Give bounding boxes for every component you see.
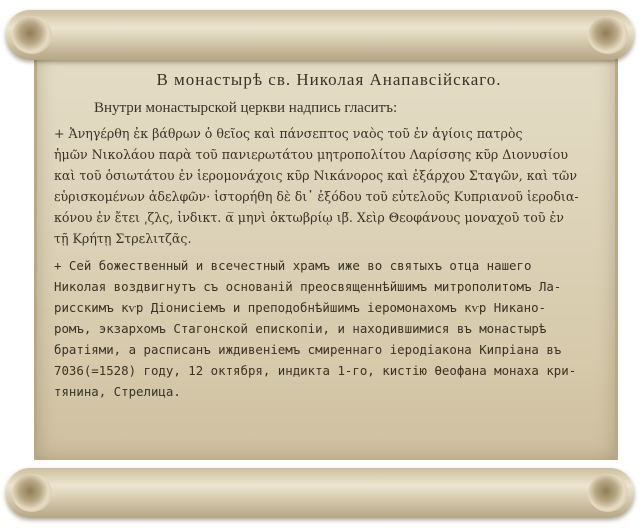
russian-line: братіями, а расписанъ иждивеніемъ смиреннаго іеродіакона Кипріана въ — [54, 342, 562, 357]
scroll-roll-end — [588, 474, 628, 512]
greek-line: καὶ τοῦ ὁσιωτάτου ἐν ἱερομονάχοις κῦρ Νικάνορος καὶ ἐξάρχου Σταγῶν, καὶ τῶν — [54, 168, 577, 183]
russian-line: рисскимъ кѵр Діонисіемъ и преподобнѣйшимъ іеромонахомъ кѵр Никано- — [54, 300, 547, 315]
russian-line: ромъ, экзархомъ Стагонской епископіи, и находившимися въ монастырѣ — [54, 321, 547, 336]
russian-line: тянина, Стрелица. — [54, 384, 181, 399]
russian-line: 7036(=1528) году, 12 октября, индикта 1-го, кистію Ѳеофана монаха кри- — [54, 363, 577, 378]
scroll-roll-end — [12, 16, 52, 54]
inscription-text — [54, 70, 594, 402]
page-title: В монастырѣ св. Николая Анапавсійскаго. — [156, 70, 502, 89]
greek-line: κόνου ἐν ἔτει ͵ζλς, ἰνδικτ. α̅ μηνὶ ὀκτωβρίῳ ιβ̅. Χεὶρ Θεοφάνους μοναχοῦ τοῦ ἐν — [54, 210, 564, 225]
greek-line: ἡμῶν Νικολάου παρὰ τοῦ πανιερωτάτου μητροπολίτου Λαρίσσης κῦρ Διονυσίου — [54, 147, 568, 162]
russian-line: Николая воздвигнутъ съ основаній преосвященнѣйшимъ митрополитомъ Ла- — [54, 279, 562, 294]
scroll-roll-end — [12, 474, 52, 512]
page-subtitle: Внутри монастырской церкви надпись гласитъ: — [94, 100, 398, 116]
scroll-top-roll — [6, 10, 634, 60]
greek-line: εὑρισκομένων ἀδελφῶν· ἱστορήθη δὲ δι᾽ ἐξόδου τοῦ εὐτελοῦς Κυπριανοῦ ἱεροδια- — [54, 189, 579, 204]
scroll-bottom-roll — [6, 468, 634, 518]
russian-line: + Сей божественный и всечестный храмъ иже во святыхъ отца нашего — [54, 258, 532, 273]
scroll-roll-end — [588, 16, 628, 54]
greek-line: + Ἀνηγέρθη ἐκ βάθρων ὁ θεῖος καὶ πάνσεπτος ναὸς τοῦ ἐν ἁγίοις πατρὸς — [54, 126, 523, 141]
greek-line: τῇ Κρήτῃ Στρελιτζᾶς. — [54, 231, 192, 246]
